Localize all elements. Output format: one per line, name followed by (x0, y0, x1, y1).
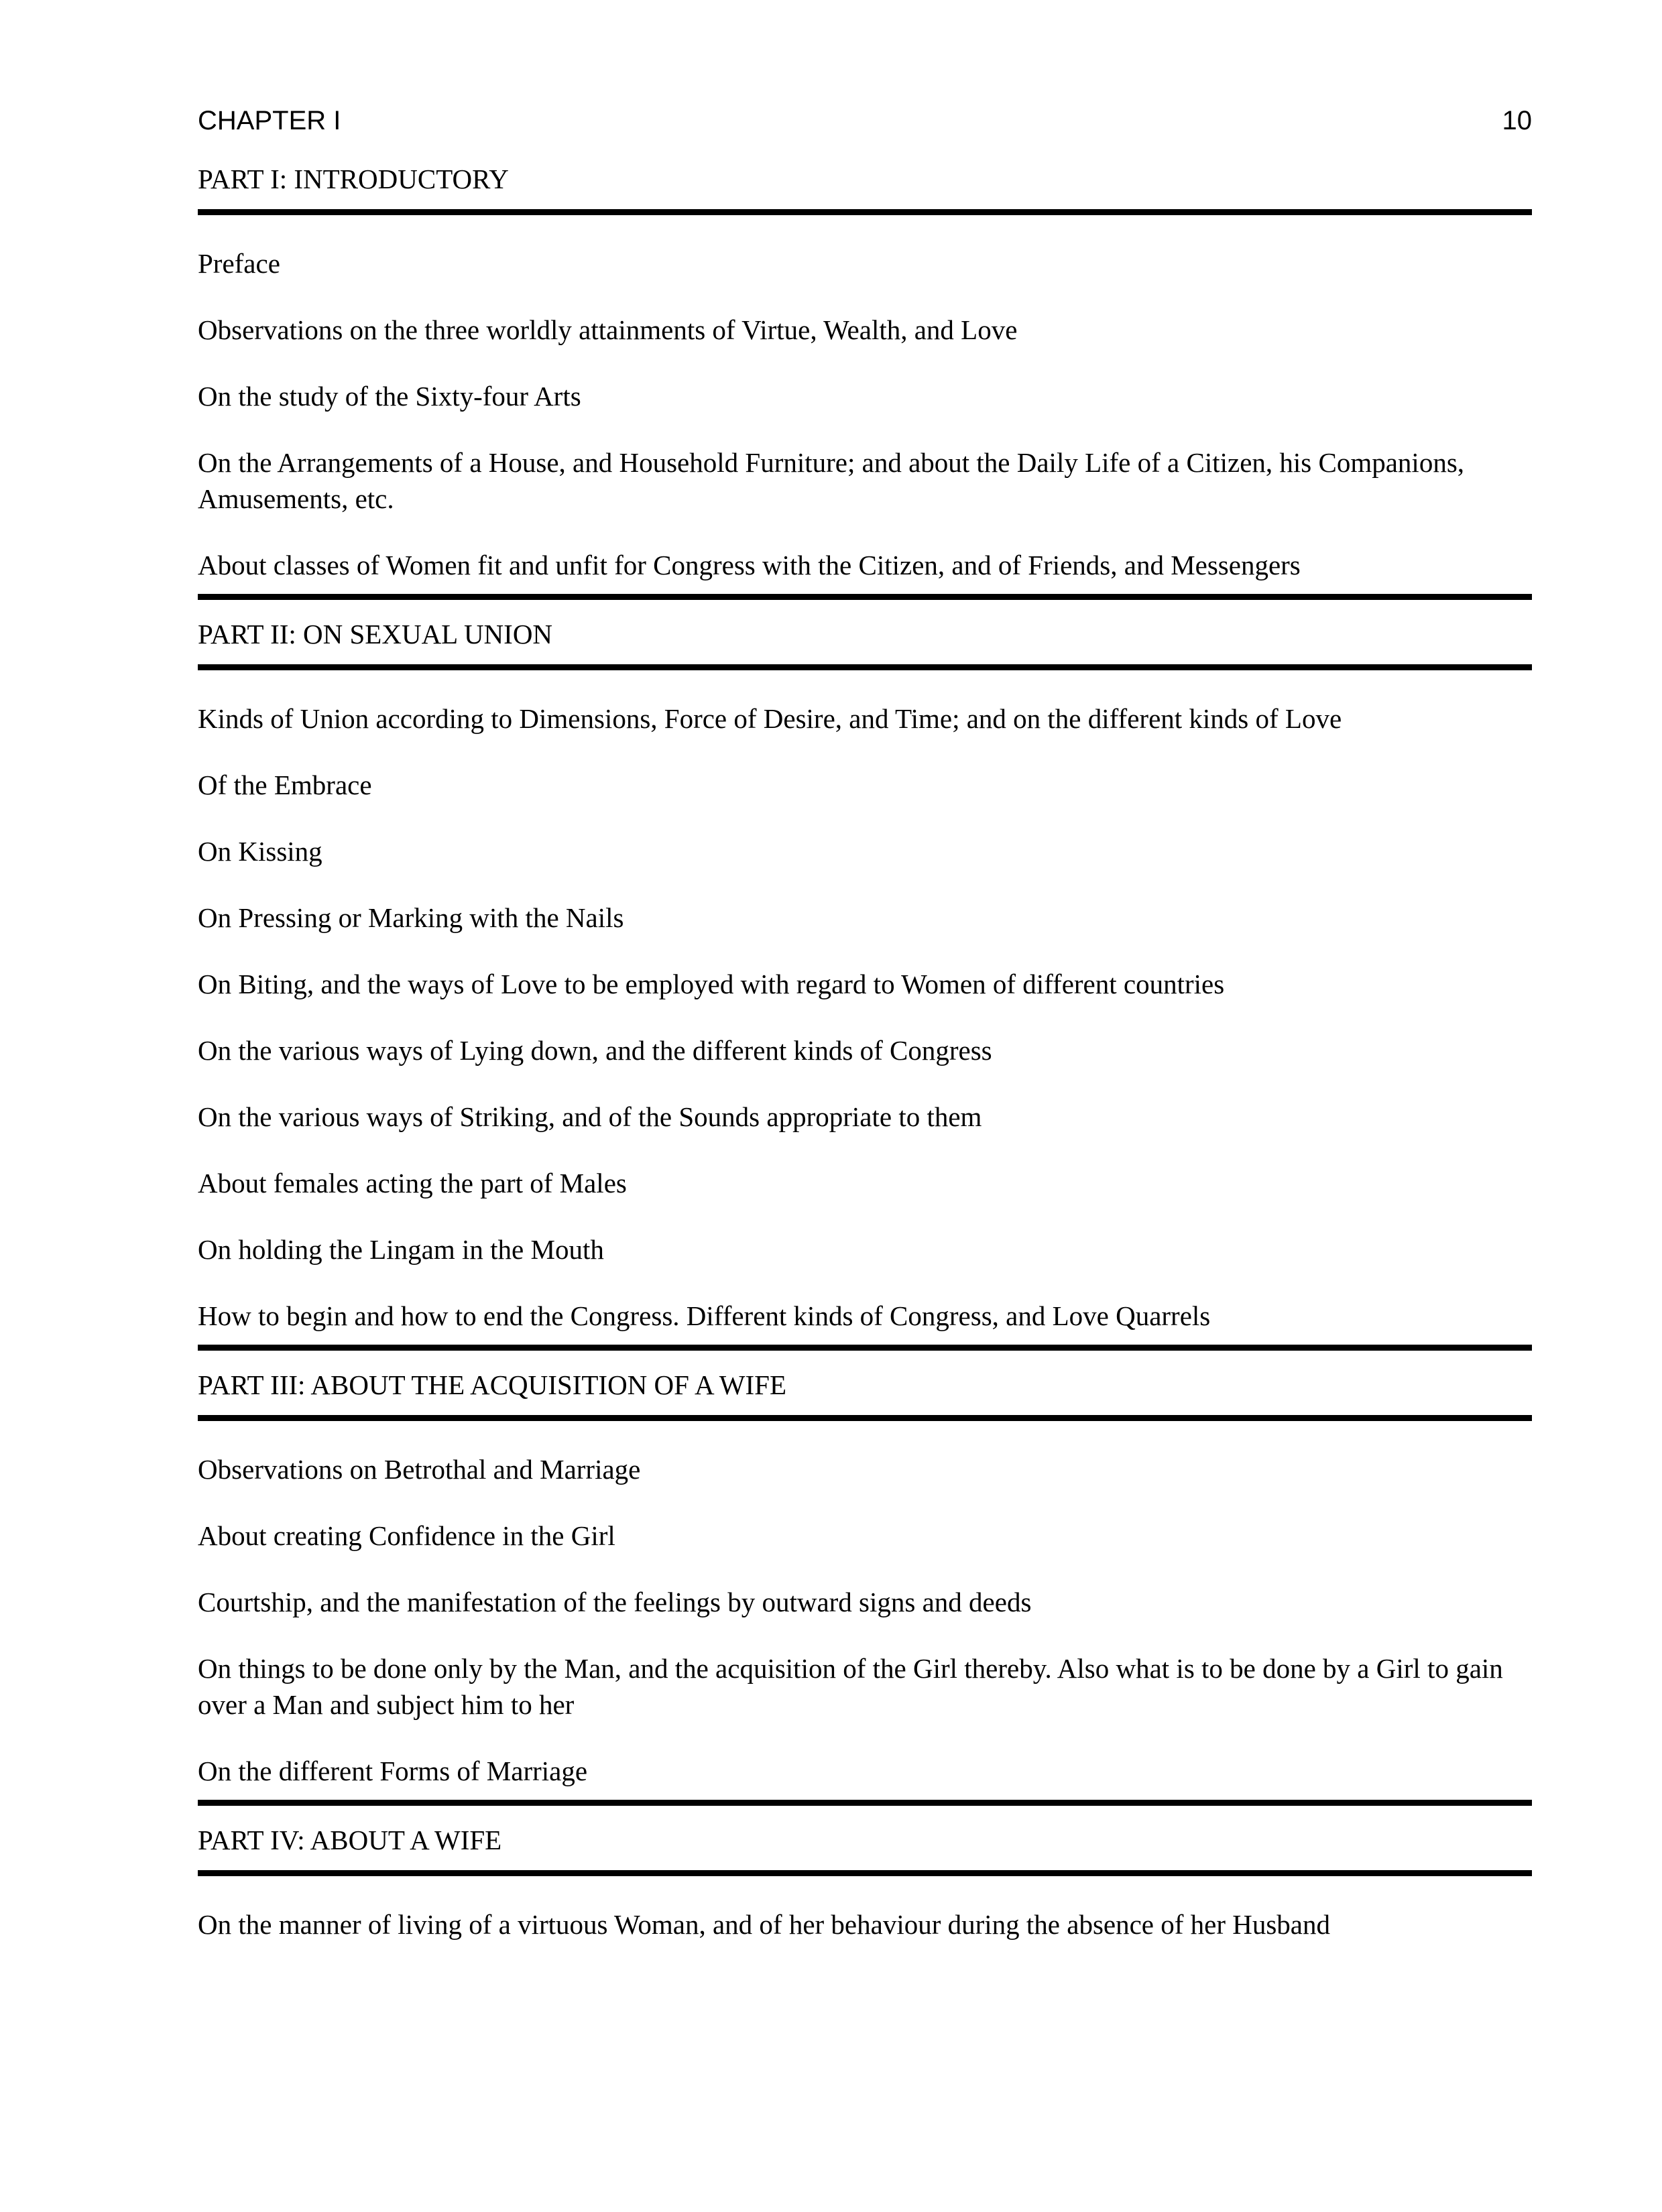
toc-entry: On things to be done only by the Man, and the acquisition of the Girl thereby. Also what is to be done by a Girl to gain over a Man and subject him to her (198, 1653, 1503, 1720)
part-section (198, 600, 1532, 1351)
part-section (198, 1806, 1532, 1943)
toc-entry: Observations on the three worldly attainments of Virtue, Wealth, and Love (198, 314, 1018, 345)
toc-entry: Kinds of Union according to Dimensions, Force of Desire, and Time; and on the different kinds of Love (198, 703, 1342, 734)
table-of-contents (198, 160, 1532, 1943)
toc-entry: On holding the Lingam in the Mouth (198, 1234, 604, 1265)
section-divider (198, 1800, 1532, 1806)
part-title: PART IV: ABOUT A WIFE (198, 1806, 1532, 1876)
toc-entry: Of the Embrace (198, 770, 372, 800)
toc-entry: About classes of Women fit and unfit for Congress with the Citizen, and of Friends, and Messengers (198, 550, 1301, 580)
part-title: PART I: INTRODUCTORY (198, 160, 1532, 215)
part-title: PART II: ON SEXUAL UNION (198, 600, 1532, 670)
toc-entry: About creating Confidence in the Girl (198, 1520, 615, 1551)
toc-entry: On the Arrangements of a House, and Household Furniture; and about the Daily Life of a Citizen, his Companions, Amusements, etc. (198, 447, 1465, 514)
toc-entry: On the study of the Sixty-four Arts (198, 381, 581, 412)
toc-entry: On Biting, and the ways of Love to be employed with regard to Women of different countries (198, 969, 1225, 999)
toc-entry: How to begin and how to end the Congress. Different kinds of Congress, and Love Quarrels (198, 1300, 1211, 1331)
toc-entry: About females acting the part of Males (198, 1168, 627, 1199)
document-page (198, 0, 1532, 2212)
toc-entry: On the manner of living of a virtuous Woman, and of her behaviour during the absence of her Husband (198, 1909, 1331, 1940)
chapter-label: CHAPTER I (198, 106, 341, 135)
toc-entry: Preface (198, 248, 280, 279)
toc-entry: On Kissing (198, 836, 322, 867)
part-title: PART III: ABOUT THE ACQUISITION OF A WIFE (198, 1351, 1532, 1421)
section-divider (198, 594, 1532, 600)
toc-entry: Courtship, and the manifestation of the feelings by outward signs and deeds (198, 1587, 1032, 1617)
toc-entry: Observations on Betrothal and Marriage (198, 1454, 641, 1485)
toc-entry: On the various ways of Lying down, and the different kinds of Congress (198, 1035, 992, 1066)
toc-entry: On the various ways of Striking, and of the Sounds appropriate to them (198, 1101, 982, 1132)
part-section (198, 1351, 1532, 1806)
page-number: 10 (1502, 106, 1532, 135)
running-header (198, 101, 1532, 141)
toc-entry: On the different Forms of Marriage (198, 1756, 588, 1786)
part-section (198, 160, 1532, 600)
section-divider (198, 1345, 1532, 1351)
toc-entry: On Pressing or Marking with the Nails (198, 902, 624, 933)
